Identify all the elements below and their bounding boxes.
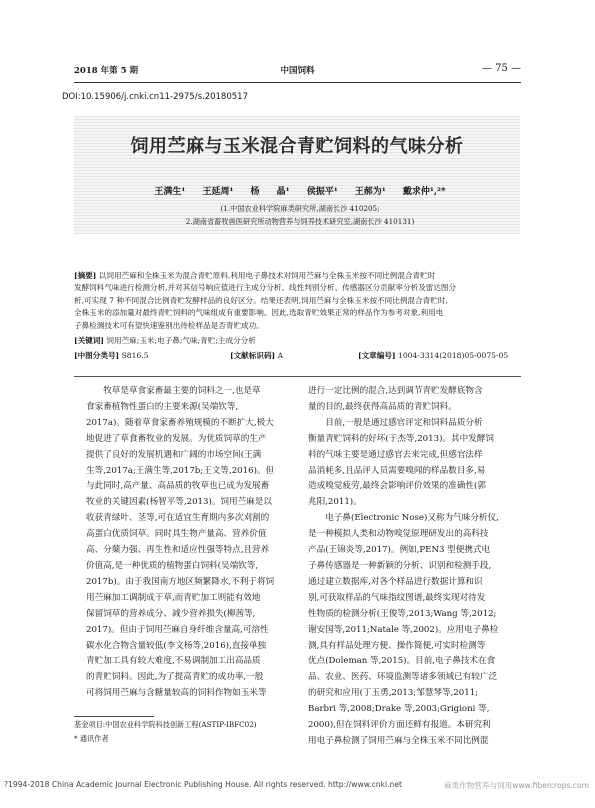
body-line: 碳水化合物含量较低(李文杨等,2016),直接单独: [86, 640, 267, 651]
body-line: 价值高,是一种优质的植物蛋白饲料(吴端钦等,: [86, 560, 259, 571]
body-line: 通过建立数据库,对各个样品进行数据计算和识: [308, 576, 483, 587]
body-line: 牧草是草食家畜最主要的饲料之一,也是草: [103, 386, 261, 396]
body-line: 量的目的,最终获得高品质的青贮饲料。: [308, 401, 457, 412]
article-title: 饲用苎麻与玉米混合青贮饲料的气味分析: [130, 136, 464, 157]
abstract-label: [摘要]: [74, 271, 97, 280]
article-number-label: [文章编号]: [358, 351, 396, 360]
body-line: 食家畜植物性蛋白的主要来源(吴端钦等,: [86, 401, 239, 412]
body-column-left: [86, 384, 304, 702]
body-line: 保留饲草的营养成分、减少营养损失(柳茜等,: [86, 608, 256, 619]
footnote-corresponding: * 通讯作者: [74, 734, 109, 743]
copyright-notice: ?1994-2018 China Academic Journal Electronic Publishing House. All rights reserved. http://www.cnki.net: [4, 780, 403, 789]
abstract-line: 子鼻检测技术可有望快速鉴别出待检样品是否青贮成功。: [74, 320, 264, 330]
footnote-funding: 基金项目:中国农业科学院科技创新工程(ASTIP-IBFC02): [74, 720, 257, 729]
body-line: 目前,一般是通过感官评定和饲料品质分析: [325, 417, 483, 428]
body-line: 2017a)。随着草食家畜养殖规模的不断扩大,极大: [86, 417, 274, 428]
keywords: [74, 335, 256, 346]
abstract-line: 析,可实现 7 种不同混合比例青贮发酵样品的良好区分。结果还表明,饲用苎麻与全株玉米按不同比例混合青贮时,: [74, 295, 448, 305]
document-code: [230, 350, 283, 361]
body-line: 高、分蘖力强、再生性和适应性强等特点,且营养: [86, 545, 270, 556]
body-line: 高蛋白优质饲草。同时具生物产量高、营养价值: [86, 529, 267, 540]
body-line: 电子鼻(Electronic Nose)又称为气味分析仪,: [325, 513, 499, 524]
body-line: 优点(Doleman 等,2015)。目前,电子鼻技术在食: [308, 656, 496, 667]
body-line: 测,具有样品处理方便、操作简便,可实时检测等: [308, 640, 486, 651]
keywords-text: 饲用苎麻;玉米;电子鼻;气味;青贮;主成分分析: [106, 336, 256, 345]
body-line: 提供了良好的发展机遇和广阔的市场空间(王满: [86, 449, 262, 460]
watermark-text: 麻类作物营养与饲用www.fibercrops.com: [443, 781, 589, 790]
body-line: 性物质的检测分析(王俊等,2013;Wang 等,2012;: [308, 608, 497, 619]
author-list: 王满生¹ 王延周¹ 杨 晶¹ 侯振平¹ 王郝为¹ 戴求仲¹,²*: [154, 187, 446, 197]
body-line: 进行一定比例的混合,达到调节青贮发酵底物含: [308, 386, 483, 396]
body-line: 衡量青贮饲料的好坏(于杰等,2013)。其中发酵饲: [308, 433, 494, 444]
classification-label: [中图分类号]: [74, 351, 120, 360]
body-line: 品、农业、医药、环境监测等诸多领域已有较广泛: [308, 672, 498, 683]
body-line: 品消耗多,且品评人员需要嗅闻的样品数目多,易: [308, 465, 486, 476]
body-line: 与此同时,高产量、高品质的牧草也已成为发展畜: [86, 481, 270, 492]
classification: [74, 350, 149, 361]
body-line: 兆阳,2011)。: [308, 497, 362, 508]
article-number: [358, 350, 508, 361]
body-line: 是一种模拟人类和动物嗅觉原理研发出的高科技: [308, 529, 489, 540]
body-line: 可将饲用苎麻与含糖量较高的饲料作物如玉米等: [86, 688, 267, 699]
body-line: 用苎麻加工调制成干草,而青贮加工则能有效地: [86, 592, 261, 603]
running-header: [74, 64, 521, 78]
affiliation-2: 2.湖南省畜牧兽医研究所动物营养与饲养技术研究室,湖南长沙 410131): [185, 217, 415, 226]
document-code-label: [文献标识码]: [230, 351, 276, 360]
body-line: 谢安国等,2011;Natale 等,2002)。应用电子鼻检: [308, 624, 499, 635]
body-line: 用电子鼻检测了饲用苎麻与全株玉米不同比例混: [308, 735, 489, 746]
body-line: 生等,2017a;王满生等,2017b;王文等,2016)。但: [86, 465, 275, 476]
body-line: 牧业的关键因素(杨智平等,2013)。饲用苎麻是以: [86, 497, 272, 508]
body-line: 2017)。但由于饲用苎麻自身纤维含量高,可溶性: [86, 624, 269, 635]
abstract: [74, 270, 520, 332]
abstract-line: 发酵饲料气味进行检测分析,并对其信号响应值进行主成分分析、线性判别分析、传感器区分贡献率分析及雷达图分: [74, 283, 457, 293]
abstract-line: 全株玉米的添加量对最终青贮饲料的气味组成有重要影响。因此,选取青贮效果正常的样品作为参考对象,利用电: [74, 308, 444, 318]
body-line: 2000),但在饲料评价方面还鲜有报道。本研究利: [308, 720, 491, 731]
body-line: 2017b)。由于我国南方地区频繁降水,不利于将饲: [86, 576, 275, 587]
header-rule: [74, 82, 521, 83]
document-code-value: A: [277, 351, 284, 360]
abstract-line: 以饲用苎麻和全株玉米为混合青贮原料,利用电子鼻技术对饲用苎麻与全株玉米按不同比例混合青贮时: [98, 271, 436, 280]
footnote-rule: [74, 716, 154, 717]
journal-name: 中国饲料: [280, 66, 315, 76]
body-column-right: [308, 384, 526, 750]
body-line: 青贮加工具有较大难度,不易调制加工出高品质: [86, 656, 261, 667]
body-line: 的研究和应用(丁玉勇,2013;邹慧琴等,2011;: [308, 688, 479, 699]
affiliation-1: (1.中国农业科学院麻类研究所,湖南长沙 410205;: [220, 204, 380, 213]
body-line: Barbri 等,2008;Drake 等,2003;Grigioni 等,: [308, 704, 490, 715]
article-number-value: 1004-3314(2018)05-0075-05: [397, 351, 509, 360]
doi[interactable]: DOI:10.15906/j.cnki.cn11-2975/s.20180517: [62, 92, 248, 102]
body-line: 料的气味主要是通过感官去来完成,但感官法样: [308, 449, 483, 460]
meta-rule: [74, 376, 521, 377]
keywords-label: [关键词]: [74, 336, 104, 345]
body-line: 的青贮饲料。因此,为了提高青贮的成功率,一般: [86, 672, 264, 683]
body-line: 收获青绿叶、茎等,可在适宜生育期内多次刈割的: [86, 513, 270, 524]
issue-label: 2018 年第 5 期: [74, 66, 138, 76]
body-line: 别,可获取样品的气味指纹图谱,最终实现对待发: [308, 592, 486, 603]
page-number: — 75 —: [481, 63, 521, 74]
classification-value: S816.5: [121, 351, 149, 360]
body-line: 造成嗅觉疲劳,最终会影响评价效果的准确性(郭: [308, 481, 486, 492]
body-line: 产品(王锦炎等,2017)。例如,PEN3 型便携式电: [308, 545, 491, 556]
body-line: 地促进了草食畜牧业的发展。为优质饲草的生产: [86, 433, 267, 444]
body-line: 子鼻传感器是一种新颖的分析、识别和检测手段,: [308, 560, 492, 571]
